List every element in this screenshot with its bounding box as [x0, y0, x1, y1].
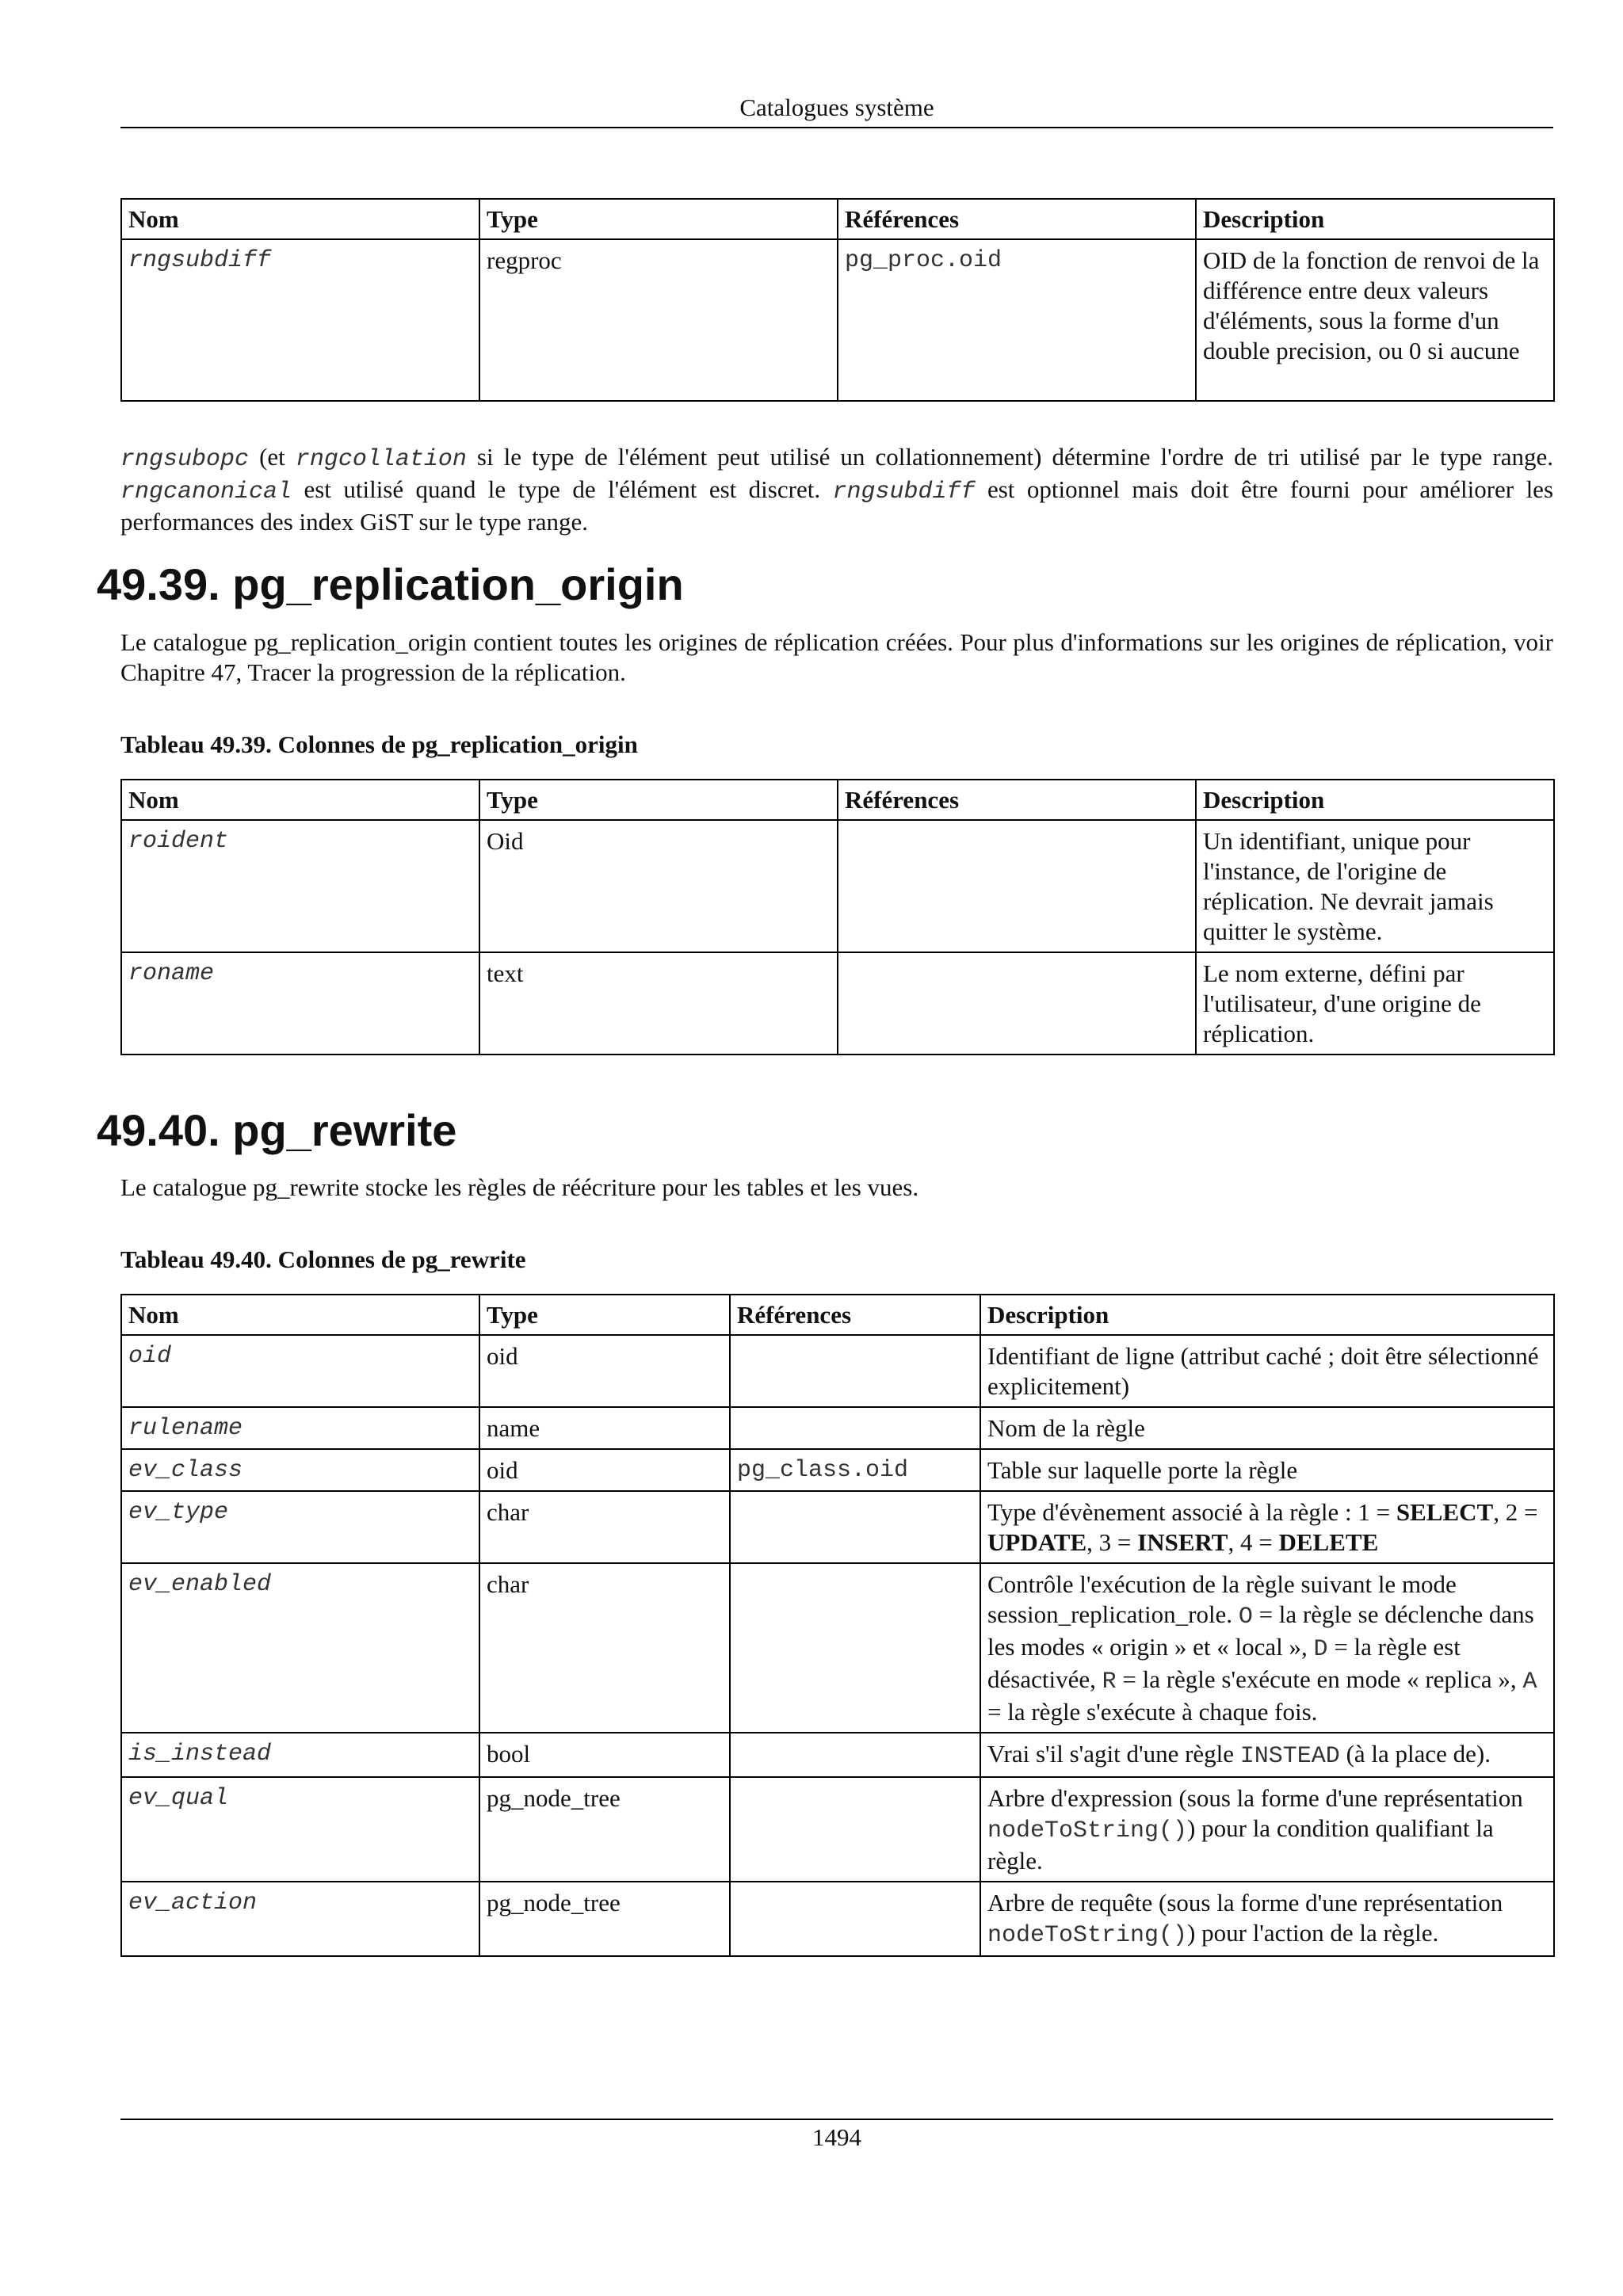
- field-description: [980, 1563, 1554, 1733]
- code-literal: A: [1522, 1669, 1537, 1695]
- text-run: Vrai s'il s'agit d'une règle: [987, 1740, 1240, 1768]
- code-term: rngsubopc: [120, 446, 250, 473]
- code-literal: nodeToString(): [987, 1922, 1188, 1949]
- pg-range-table-continued: [120, 198, 1555, 402]
- range-explanation-paragraph: [120, 442, 1553, 537]
- field-description: Un identifiant, unique pour l'instance, de l'origine de réplication. Ne devrait jamais quitter le système.: [1196, 820, 1554, 952]
- code-term: rngsubdiff: [832, 479, 976, 505]
- field-reference: [730, 1882, 980, 1956]
- text-run: ) pour la condition qualifiant la règle.: [987, 1814, 1494, 1875]
- table-row: [121, 952, 1554, 1055]
- code-literal: nodeToString(): [987, 1817, 1188, 1844]
- table-caption-rewrite: Tableau 49.40. Colonnes de pg_rewrite: [120, 1245, 526, 1273]
- table-row: [121, 1563, 1554, 1733]
- field-type: oid: [479, 1449, 730, 1491]
- text-run: , 2 =: [1493, 1498, 1538, 1526]
- field-reference: [838, 952, 1196, 1055]
- field-reference: [838, 820, 1196, 952]
- field-type: char: [479, 1563, 730, 1733]
- column-header-type: Type: [479, 1295, 730, 1335]
- table-row: [121, 1491, 1554, 1563]
- text-run: , 3 =: [1086, 1528, 1138, 1556]
- field-type: regproc: [479, 239, 838, 401]
- column-header-references: Références: [838, 780, 1196, 820]
- page-number: 1494: [120, 2119, 1553, 2153]
- field-type: bool: [479, 1733, 730, 1777]
- field-name: ev_qual: [121, 1777, 479, 1882]
- code-literal: O: [1238, 1604, 1253, 1630]
- column-header-nom: Nom: [121, 199, 479, 239]
- text-run: Type d'évènement associé à la règle : 1 =: [987, 1498, 1396, 1526]
- field-description: Identifiant de ligne (attribut caché ; doit être sélectionné explicitement): [980, 1335, 1554, 1407]
- text-run: (et: [249, 443, 296, 471]
- column-header-nom: Nom: [121, 1295, 479, 1335]
- table-row: [121, 1449, 1554, 1491]
- keyword-update: UPDATE: [987, 1528, 1087, 1556]
- field-name: ev_type: [121, 1491, 479, 1563]
- table-caption-replication-origin: Tableau 49.39. Colonnes de pg_replication_origin: [120, 730, 638, 758]
- table-row: [121, 1335, 1554, 1407]
- field-name: rngsubdiff: [121, 239, 479, 401]
- table-row: [121, 1882, 1554, 1956]
- column-header-references: Références: [730, 1295, 980, 1335]
- field-type: pg_node_tree: [479, 1777, 730, 1882]
- text-run: , 4 =: [1228, 1528, 1279, 1556]
- rewrite-intro: Le catalogue pg_rewrite stocke les règles de réécriture pour les tables et les vues.: [120, 1173, 919, 1201]
- section-heading-replication-origin: 49.39. pg_replication_origin: [97, 559, 684, 609]
- text-run: Arbre de requête (sous la forme d'une représentation: [987, 1889, 1503, 1917]
- pg-rewrite-table: [120, 1294, 1555, 1957]
- table-header-row: [121, 780, 1554, 820]
- field-description: [980, 1491, 1554, 1563]
- replication-origin-intro: Le catalogue pg_replication_origin contient toutes les origines de réplication créées. Pour plus d'informations sur les origines de réplication, voir Chapitre 47, Tracer la progression de la réplication.: [120, 628, 1553, 686]
- field-name: ev_class: [121, 1449, 479, 1491]
- table-row: [121, 239, 1554, 401]
- field-type: text: [479, 952, 838, 1055]
- text-run: ) pour l'action de la règle.: [1187, 1919, 1439, 1947]
- text-run: (à la place de).: [1339, 1740, 1491, 1768]
- field-type: Oid: [479, 820, 838, 952]
- field-reference: [730, 1733, 980, 1777]
- pg-replication-origin-table: [120, 779, 1555, 1055]
- field-reference: [730, 1335, 980, 1407]
- field-name: ev_enabled: [121, 1563, 479, 1733]
- field-reference: [730, 1407, 980, 1449]
- field-name: rulename: [121, 1407, 479, 1449]
- table-row: [121, 820, 1554, 952]
- field-type: char: [479, 1491, 730, 1563]
- column-header-description: Description: [1196, 199, 1554, 239]
- text-run: = la règle se déclenche dans les modes « origin » et « local »,: [987, 1600, 1534, 1661]
- column-header-references: Références: [838, 199, 1196, 239]
- field-reference: pg_proc.oid: [838, 239, 1196, 401]
- field-name: oid: [121, 1335, 479, 1407]
- running-header: Catalogues système: [120, 90, 1553, 128]
- keyword-insert: INSERT: [1137, 1528, 1228, 1556]
- table-row: [121, 1407, 1554, 1449]
- text-run: Arbre d'expression (sous la forme d'une représentation: [987, 1784, 1523, 1812]
- keyword-select: SELECT: [1396, 1498, 1494, 1526]
- column-header-nom: Nom: [121, 780, 479, 820]
- text-run: = la règle s'exécute en mode « replica »,: [1116, 1665, 1523, 1693]
- code-term: rngcollation: [295, 446, 467, 473]
- table-row: [121, 1733, 1554, 1777]
- field-description: Le nom externe, défini par l'utilisateur, d'une origine de réplication.: [1196, 952, 1554, 1055]
- field-description: Nom de la règle: [980, 1407, 1554, 1449]
- code-literal: INSTEAD: [1239, 1743, 1340, 1770]
- field-type: oid: [479, 1335, 730, 1407]
- text-run: est utilisé quand le type de l'élément est discret.: [292, 475, 833, 503]
- field-description: [980, 1733, 1554, 1777]
- field-description: OID de la fonction de renvoi de la différence entre deux valeurs d'éléments, sous la forme d'un double precision, ou 0 si aucune: [1196, 239, 1554, 401]
- field-description: Table sur laquelle porte la règle: [980, 1449, 1554, 1491]
- field-type: pg_node_tree: [479, 1882, 730, 1956]
- field-description: [980, 1882, 1554, 1956]
- code-term: rngcanonical: [120, 479, 292, 505]
- column-header-description: Description: [980, 1295, 1554, 1335]
- field-reference: [730, 1777, 980, 1882]
- field-name: roname: [121, 952, 479, 1055]
- code-literal: R: [1102, 1669, 1117, 1695]
- table-header-row: [121, 1295, 1554, 1335]
- field-reference: [730, 1563, 980, 1733]
- field-type: name: [479, 1407, 730, 1449]
- keyword-delete: DELETE: [1278, 1528, 1379, 1556]
- field-name: ev_action: [121, 1882, 479, 1956]
- text-run: = la règle est désactivée,: [987, 1633, 1461, 1693]
- column-header-description: Description: [1196, 780, 1554, 820]
- column-header-type: Type: [479, 780, 838, 820]
- text-run: est optionnel mais doit être fourni pour améliorer les performances des index GiST sur le type range.: [120, 475, 1554, 536]
- text-run: = la règle s'exécute à chaque fois.: [987, 1698, 1318, 1726]
- section-heading-rewrite: 49.40. pg_rewrite: [97, 1105, 457, 1155]
- field-name: roident: [121, 820, 479, 952]
- code-literal: D: [1313, 1636, 1328, 1663]
- table-header-row: [121, 199, 1554, 239]
- text-run: si le type de l'élément peut utilisé un collationnement) détermine l'ordre de tri utilisé par le type range.: [466, 443, 1553, 471]
- table-row: [121, 1777, 1554, 1882]
- field-name: is_instead: [121, 1733, 479, 1777]
- field-reference: [730, 1491, 980, 1563]
- text-run: Contrôle l'exécution de la règle suivant le mode session_replication_role.: [987, 1570, 1457, 1628]
- field-description: [980, 1777, 1554, 1882]
- field-reference: pg_class.oid: [730, 1449, 980, 1491]
- column-header-type: Type: [479, 199, 838, 239]
